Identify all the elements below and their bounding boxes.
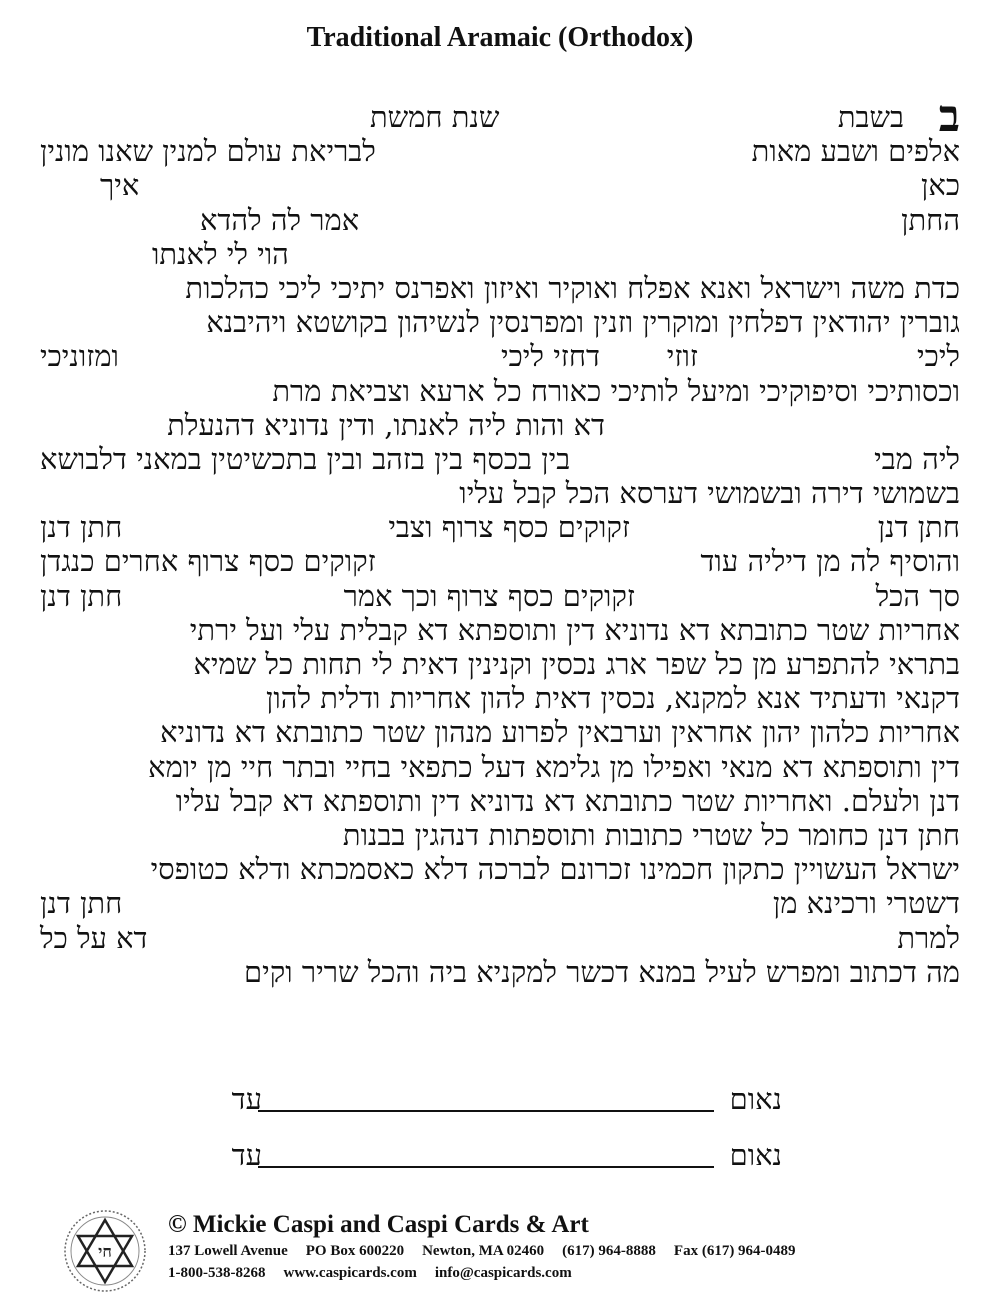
ketubah-line — [40, 784, 960, 818]
ketubah-segment: זקוקים כסף צרוף וכך אמר — [343, 578, 635, 613]
ketubah-segment: לבריאת עולם למנין שאנו מונין — [40, 134, 376, 169]
witness-naum-label: נאום — [729, 1138, 782, 1172]
ketubah-segment: בשמושי דירה ובשמושי דערסא הכל קבל עליו — [459, 476, 960, 511]
ketubah-segment: זוזי — [666, 339, 698, 374]
ketubah-initial-letter: ב — [938, 91, 960, 142]
ketubah-line — [40, 955, 960, 989]
ketubah-line — [40, 91, 960, 142]
ketubah-line — [40, 852, 960, 886]
address-street: 137 Lowell Avenue — [168, 1243, 288, 1259]
ketubah-line — [40, 579, 960, 613]
ketubah-line — [40, 613, 960, 647]
signature-rule — [258, 1110, 714, 1112]
ketubah-segment: ומזוניכי — [40, 339, 119, 374]
ketubah-segment: אלפים ושבע מאות — [751, 134, 960, 169]
ketubah-line — [40, 134, 960, 168]
ketubah-segment: דחזי ליכי — [501, 339, 600, 374]
ketubah-line — [40, 818, 960, 852]
ketubah-line — [40, 339, 960, 373]
ketubah-line — [40, 544, 960, 578]
ketubah-line — [40, 647, 960, 681]
ketubah-segment: החתן — [901, 202, 960, 237]
ketubah-line — [40, 510, 960, 544]
ketubah-segment: דנן ולעלם. ואחריות שטר כתובתא דא נדוניא דין ותוספתא דא קבל עליו — [175, 783, 960, 818]
footer-contact — [168, 1262, 814, 1284]
ketubah-line — [40, 237, 960, 271]
ketubah-segment: ישראל העשויין כתקון חכמינו זכרונם לברכה דלא כאסמכתא ודלא כטופסי — [150, 852, 960, 887]
ketubah-segment: אחריות שטר כתובתא דא נדוניא דין ותוספתא דא קבלית עלי ועל ירתי — [189, 612, 960, 647]
address-city: Newton, MA 02460 — [422, 1243, 545, 1259]
ketubah-segment: ליכי — [917, 339, 960, 374]
ketubah-line — [40, 305, 960, 339]
ketubah-line — [40, 476, 960, 510]
ketubah-segment: דא על כל — [40, 920, 148, 955]
ketubah-segment: אחריות כלהון יהון אחראין וערבאין לפרוע מנהון שטר כתובתא דא נדוניא — [160, 715, 960, 750]
witness-line-2 — [0, 1134, 1000, 1174]
ketubah-line — [40, 374, 960, 408]
signature-rule — [258, 1166, 714, 1168]
ketubah-segment: והוסיף לה מן דיליה עוד — [700, 544, 960, 579]
ketubah-segment: בשבת — [837, 100, 904, 134]
ketubah-segment: הוי לי לאנתו — [152, 236, 289, 271]
address-phone: (617) 964-8888 — [562, 1243, 656, 1259]
ketubah-line — [40, 442, 960, 476]
ketubah-segment: איך — [100, 168, 140, 203]
ketubah-segment: זקוקים כסף צרוף וצבי — [388, 510, 630, 545]
ketubah-segment: חתן דנן — [40, 510, 123, 545]
contact-phone: 1-800-538-8268 — [168, 1265, 266, 1281]
ketubah-line — [40, 681, 960, 715]
ketubah-segment: אמר לה להדא — [200, 202, 360, 237]
ketubah-segment: כדת משה וישראל ואנא אפלח ואוקיר ואיזון ואפרנס יתיכי ליכי כהלכות — [185, 270, 960, 305]
ketubah-segment: דשטרי ורכינא מן — [772, 886, 960, 921]
ketubah-segment: גוברין יהודאין דפלחין ומוקרין וזנין ומפרנסין לנשיהון בקושטא ויהיבנא — [206, 305, 960, 340]
ketubah-line — [40, 168, 960, 202]
ketubah-segment: ליה מבי — [874, 441, 960, 476]
ketubah-segment: חתן דנן כחומר כל שטרי כתובות ותוספתות דנהגין בבנות — [342, 817, 960, 852]
caspi-logo-icon — [62, 1208, 148, 1294]
ketubah-segment: דקנאי ודעתיד אנא למקנא, נכסין דאית להון אחריות ודלית להון — [265, 681, 960, 716]
footer-copyright: © Mickie Caspi and Caspi Cards & Art — [168, 1211, 589, 1238]
ketubah-segment: למרת — [897, 920, 960, 955]
ketubah-segment: דין ותוספתא דא מנאי ואפילו מן גלימא דעל כתפאי בחיי ובתר חיי מן יומא — [148, 749, 960, 784]
ketubah-segment: סך הכל — [875, 578, 960, 613]
ketubah-segment: מה דכתוב ומפרש לעיל במנא דכשר למקניא ביה והכל שריר וקים — [244, 954, 960, 989]
ketubah-segment: בתראי להתפרע מן כל שפר ארג נכסין וקנינין דאית לי תחות כל שמיא — [193, 647, 960, 681]
ketubah-text — [40, 91, 960, 989]
ketubah-segment: וכסותיכי וסיפוקיכי ומיעל לותיכי כאורח כל ארעא וצביאת מרת — [272, 373, 960, 408]
ketubah-line — [40, 886, 960, 920]
ketubah-line — [40, 921, 960, 955]
ketubah-line — [40, 715, 960, 749]
ketubah-segment: שנת חמשת — [370, 100, 500, 134]
ketubah-line — [40, 750, 960, 784]
address-pobox: PO Box 600220 — [305, 1243, 405, 1259]
footer — [168, 1210, 814, 1284]
ketubah-line — [40, 203, 960, 237]
ketubah-segment: דא והות ליה לאנתו, ודין נדוניא דהנעלת — [167, 407, 605, 442]
ketubah-segment: חתן דנן — [40, 886, 123, 921]
ketubah-line — [40, 271, 960, 305]
address-fax: Fax (617) 964-0489 — [673, 1243, 796, 1259]
document-title: Traditional Aramaic (Orthodox) — [306, 22, 694, 53]
ketubah-segment: חתן דנן — [40, 578, 123, 613]
witness-naum-label: נאום — [729, 1082, 782, 1116]
logo-letters: חי — [98, 1242, 112, 1261]
ketubah-line — [40, 408, 960, 442]
contact-email: info@caspicards.com — [434, 1265, 572, 1281]
ketubah-segment: זקוקים כסף צרוף אחרים כנגדן — [40, 544, 376, 579]
witness-ed-label: עד — [231, 1138, 262, 1172]
witness-line-1 — [0, 1078, 1000, 1118]
witness-ed-label: עד — [231, 1082, 262, 1116]
ketubah-segment: בין בכסף בין בזהב ובין בתכשיטין במאני דלבושא — [40, 441, 571, 476]
ketubah-segment: כאן — [921, 168, 960, 203]
ketubah-segment: חתן דנן — [877, 510, 960, 545]
footer-address — [168, 1240, 814, 1262]
contact-website: www.caspicards.com — [283, 1265, 417, 1281]
